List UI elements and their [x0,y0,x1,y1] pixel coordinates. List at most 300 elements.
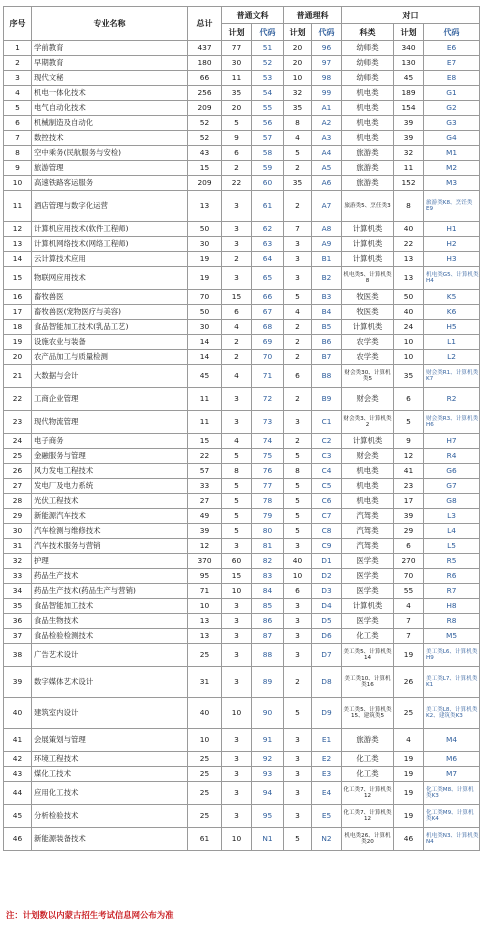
cell-like-plan: 2 [284,667,312,698]
cell-wenke-code: 89 [252,667,284,698]
cell-total: 14 [188,350,222,365]
cell-duikou-code: G7 [424,479,480,494]
cell-like-code: D6 [312,629,342,644]
cell-duikou-plan: 4 [394,599,424,614]
cell-wenke-code: 80 [252,524,284,539]
cell-major-name: 大数据与会计 [32,365,188,388]
table-row [4,569,480,584]
cell-wenke-code: 82 [252,554,284,569]
cell-wenke-code: 66 [252,290,284,305]
cell-total: 50 [188,305,222,320]
cell-seq: 16 [4,290,32,305]
cell-duikou-code: R5 [424,554,480,569]
cell-seq: 27 [4,479,32,494]
cell-duikou-code: G6 [424,464,480,479]
cell-seq: 37 [4,629,32,644]
table-row [4,222,480,237]
cell-seq: 3 [4,71,32,86]
cell-duikou-plan: 7 [394,614,424,629]
table-row [4,86,480,101]
cell-duikou-subject: 计算机类 [342,434,394,449]
cell-seq: 2 [4,56,32,71]
cell-major-name: 广告艺术设计 [32,644,188,667]
cell-duikou-plan: 55 [394,584,424,599]
cell-total: 25 [188,644,222,667]
cell-like-code: N2 [312,828,342,851]
cell-wenke-code: 94 [252,782,284,805]
cell-major-name: 畜牧兽医(宠物医疗与美容) [32,305,188,320]
cell-duikou-plan: 19 [394,644,424,667]
cell-wenke-code: 74 [252,434,284,449]
cell-wenke-plan: 77 [222,41,252,56]
cell-duikou-subject: 财会类30、计算机类5 [342,365,394,388]
cell-wenke-code: 51 [252,41,284,56]
cell-total: 209 [188,176,222,191]
cell-like-code: D7 [312,644,342,667]
cell-major-name: 煤化工技术 [32,767,188,782]
cell-duikou-code: G4 [424,131,480,146]
cell-duikou-plan: 29 [394,524,424,539]
cell-like-code: A9 [312,237,342,252]
cell-wenke-code: 76 [252,464,284,479]
cell-duikou-plan: 26 [394,667,424,698]
cell-seq: 38 [4,644,32,667]
cell-duikou-plan: 45 [394,71,424,86]
cell-major-name: 机械制造及自动化 [32,116,188,131]
cell-like-code: E4 [312,782,342,805]
cell-total: 25 [188,782,222,805]
cell-duikou-code: G3 [424,116,480,131]
cell-wenke-code: 69 [252,335,284,350]
cell-like-code: A7 [312,191,342,222]
cell-major-name: 物联网应用技术 [32,267,188,290]
cell-duikou-subject: 汽驾类 [342,539,394,554]
cell-major-name: 云计算技术应用 [32,252,188,267]
cell-total: 14 [188,335,222,350]
cell-major-name: 护理 [32,554,188,569]
cell-seq: 1 [4,41,32,56]
cell-seq: 8 [4,146,32,161]
table-row [4,614,480,629]
cell-duikou-plan: 46 [394,828,424,851]
table-row [4,388,480,411]
cell-like-code: C5 [312,479,342,494]
cell-wenke-plan: 4 [222,434,252,449]
cell-duikou-subject: 化工类 [342,752,394,767]
cell-like-plan: 2 [284,388,312,411]
cell-duikou-code: H8 [424,599,480,614]
cell-duikou-subject: 医学类 [342,584,394,599]
cell-wenke-plan: 3 [222,237,252,252]
cell-wenke-plan: 2 [222,335,252,350]
table-row [4,509,480,524]
table-row [4,782,480,805]
table-row [4,524,480,539]
cell-like-plan: 7 [284,222,312,237]
cell-wenke-code: 57 [252,131,284,146]
cell-duikou-subject: 计算机类 [342,237,394,252]
cell-major-name: 工商企业管理 [32,388,188,411]
cell-like-plan: 8 [284,464,312,479]
cell-seq: 46 [4,828,32,851]
table-row [4,252,480,267]
cell-like-plan: 3 [284,629,312,644]
cell-duikou-subject: 化工类 [342,767,394,782]
cell-duikou-code: R6 [424,569,480,584]
cell-wenke-plan: 9 [222,131,252,146]
cell-wenke-plan: 20 [222,101,252,116]
cell-duikou-subject: 机电类 [342,131,394,146]
cell-duikou-code: H1 [424,222,480,237]
cell-duikou-code: H7 [424,434,480,449]
cell-like-code: D4 [312,599,342,614]
cell-major-name: 汽车技术服务与营销 [32,539,188,554]
cell-duikou-code: 机电类G5、计算机类H4 [424,267,480,290]
cell-duikou-subject: 财会类 [342,449,394,464]
cell-seq: 4 [4,86,32,101]
cell-duikou-code: K5 [424,290,480,305]
cell-like-code: E5 [312,805,342,828]
header-total: 总计 [188,7,222,41]
cell-like-plan: 2 [284,335,312,350]
cell-total: 15 [188,161,222,176]
cell-duikou-code: E7 [424,56,480,71]
cell-duikou-subject: 幼师类 [342,41,394,56]
cell-total: 45 [188,365,222,388]
cell-total: 31 [188,667,222,698]
cell-wenke-code: 58 [252,146,284,161]
cell-duikou-code: H3 [424,252,480,267]
cell-wenke-plan: 3 [222,222,252,237]
cell-total: 40 [188,698,222,729]
cell-duikou-plan: 19 [394,752,424,767]
cell-seq: 39 [4,667,32,698]
cell-seq: 17 [4,305,32,320]
cell-like-plan: 3 [284,252,312,267]
cell-major-name: 光伏工程技术 [32,494,188,509]
cell-like-plan: 3 [284,782,312,805]
cell-duikou-subject: 美工类5、计算机类15、建筑类5 [342,698,394,729]
cell-duikou-code: 机电类N3、计算机类N4 [424,828,480,851]
cell-duikou-subject: 农学类 [342,335,394,350]
cell-duikou-subject: 化工类 [342,629,394,644]
cell-major-name: 早期教育 [32,56,188,71]
cell-duikou-subject: 汽驾类 [342,524,394,539]
cell-like-code: C8 [312,524,342,539]
cell-seq: 24 [4,434,32,449]
cell-like-plan: 4 [284,305,312,320]
cell-duikou-plan: 152 [394,176,424,191]
cell-like-code: 97 [312,56,342,71]
cell-wenke-code: 95 [252,805,284,828]
cell-duikou-subject: 幼师类 [342,71,394,86]
cell-duikou-plan: 270 [394,554,424,569]
cell-like-code: 96 [312,41,342,56]
cell-duikou-subject: 旅游类5、烹任类3 [342,191,394,222]
cell-duikou-plan: 17 [394,494,424,509]
cell-duikou-plan: 23 [394,479,424,494]
table-row [4,56,480,71]
cell-duikou-code: 财会类R1、计算机类K7 [424,365,480,388]
table-row [4,449,480,464]
cell-major-name: 酒店管理与数字化运营 [32,191,188,222]
cell-wenke-code: 85 [252,599,284,614]
cell-like-plan: 5 [284,698,312,729]
cell-major-name: 药品生产技术 [32,569,188,584]
cell-duikou-code: H2 [424,237,480,252]
cell-duikou-plan: 25 [394,698,424,729]
cell-major-name: 药品生产技术(药品生产与营销) [32,584,188,599]
cell-like-code: A8 [312,222,342,237]
cell-like-plan: 3 [284,752,312,767]
cell-like-code: B2 [312,267,342,290]
cell-duikou-subject: 牧医类 [342,305,394,320]
table-row [4,161,480,176]
cell-like-plan: 5 [284,494,312,509]
cell-wenke-plan: 5 [222,524,252,539]
cell-seq: 41 [4,729,32,752]
cell-wenke-plan: 2 [222,161,252,176]
cell-duikou-subject: 旅游类 [342,176,394,191]
cell-like-code: 98 [312,71,342,86]
cell-like-code: B7 [312,350,342,365]
cell-wenke-code: 63 [252,237,284,252]
cell-like-code: B3 [312,290,342,305]
cell-like-code: B9 [312,388,342,411]
cell-major-name: 应用化工技术 [32,782,188,805]
header-seq: 序号 [4,7,32,41]
cell-duikou-subject: 机电类5、计算机类8 [342,267,394,290]
cell-wenke-plan: 4 [222,365,252,388]
cell-major-name: 食品智能加工技术 [32,599,188,614]
cell-duikou-subject: 旅游类 [342,146,394,161]
header-duikou-plan: 计划 [394,24,424,41]
enrollment-plan-table [3,6,480,851]
cell-wenke-plan: 3 [222,629,252,644]
cell-duikou-subject: 化工类7、计算机类12 [342,805,394,828]
cell-seq: 7 [4,131,32,146]
cell-like-code: C7 [312,509,342,524]
cell-major-name: 食品生物技术 [32,614,188,629]
cell-like-plan: 5 [284,449,312,464]
cell-wenke-code: 73 [252,411,284,434]
cell-duikou-subject: 美工类10、计算机类16 [342,667,394,698]
header-like-plan: 计划 [284,24,312,41]
cell-wenke-plan: 3 [222,805,252,828]
cell-like-plan: 2 [284,161,312,176]
header-wenke: 普通文科 [222,7,284,24]
cell-seq: 15 [4,267,32,290]
cell-duikou-subject: 化工类7、计算机类12 [342,782,394,805]
cell-like-plan: 5 [284,828,312,851]
cell-seq: 36 [4,614,32,629]
cell-wenke-code: 93 [252,767,284,782]
cell-like-plan: 5 [284,479,312,494]
cell-major-name: 数字媒体艺术设计 [32,667,188,698]
cell-duikou-subject: 医学类 [342,554,394,569]
cell-major-name: 电子商务 [32,434,188,449]
cell-wenke-code: 70 [252,350,284,365]
cell-like-plan: 3 [284,729,312,752]
cell-wenke-plan: 3 [222,411,252,434]
cell-duikou-code: R8 [424,614,480,629]
cell-major-name: 建筑室内设计 [32,698,188,729]
table-row [4,698,480,729]
table-row [4,365,480,388]
table-row [4,599,480,614]
cell-duikou-plan: 19 [394,805,424,828]
cell-total: 71 [188,584,222,599]
cell-like-plan: 2 [284,350,312,365]
cell-like-code: C9 [312,539,342,554]
cell-like-plan: 2 [284,320,312,335]
cell-duikou-subject: 美工类5、计算机类14 [342,644,394,667]
cell-total: 27 [188,494,222,509]
cell-duikou-plan: 40 [394,305,424,320]
cell-duikou-plan: 340 [394,41,424,56]
cell-like-code: C6 [312,494,342,509]
cell-seq: 21 [4,365,32,388]
cell-seq: 23 [4,411,32,434]
cell-seq: 42 [4,752,32,767]
cell-like-code: C3 [312,449,342,464]
cell-duikou-subject: 计算机类 [342,222,394,237]
cell-wenke-code: 54 [252,86,284,101]
cell-like-plan: 6 [284,365,312,388]
table-row [4,305,480,320]
cell-total: 209 [188,101,222,116]
cell-like-code: D9 [312,698,342,729]
cell-major-name: 新能源汽车技术 [32,509,188,524]
cell-seq: 26 [4,464,32,479]
cell-duikou-subject: 机电类 [342,116,394,131]
cell-total: 39 [188,524,222,539]
header-wenke-plan: 计划 [222,24,252,41]
cell-like-plan: 32 [284,86,312,101]
cell-seq: 11 [4,191,32,222]
cell-duikou-plan: 40 [394,222,424,237]
cell-major-name: 畜牧兽医 [32,290,188,305]
cell-duikou-code: K6 [424,305,480,320]
cell-like-code: E3 [312,767,342,782]
cell-wenke-plan: 10 [222,698,252,729]
cell-wenke-plan: 35 [222,86,252,101]
cell-duikou-plan: 10 [394,350,424,365]
cell-total: 25 [188,805,222,828]
cell-duikou-code: R2 [424,388,480,411]
cell-duikou-code: H5 [424,320,480,335]
cell-duikou-code: G8 [424,494,480,509]
cell-like-code: C4 [312,464,342,479]
cell-seq: 25 [4,449,32,464]
cell-like-code: B4 [312,305,342,320]
cell-like-plan: 10 [284,71,312,86]
cell-seq: 5 [4,101,32,116]
cell-duikou-code: 旅游类K8、烹饪类E9 [424,191,480,222]
cell-duikou-plan: 39 [394,131,424,146]
cell-duikou-code: 美工类L6、计算机类H9 [424,644,480,667]
cell-total: 33 [188,479,222,494]
cell-major-name: 汽车检测与维修技术 [32,524,188,539]
cell-like-code: A5 [312,161,342,176]
header-duikou: 对口 [342,7,480,24]
cell-wenke-code: 52 [252,56,284,71]
cell-wenke-plan: 5 [222,509,252,524]
cell-major-name: 环境工程技术 [32,752,188,767]
cell-duikou-plan: 9 [394,434,424,449]
cell-major-name: 数控技术 [32,131,188,146]
cell-duikou-plan: 5 [394,411,424,434]
table-row [4,191,480,222]
cell-duikou-code: R4 [424,449,480,464]
cell-seq: 20 [4,350,32,365]
cell-total: 15 [188,434,222,449]
cell-like-plan: 3 [284,539,312,554]
cell-duikou-subject: 医学类 [342,569,394,584]
cell-duikou-plan: 154 [394,101,424,116]
cell-seq: 12 [4,222,32,237]
cell-seq: 22 [4,388,32,411]
cell-like-plan: 3 [284,644,312,667]
cell-seq: 9 [4,161,32,176]
cell-like-code: A1 [312,101,342,116]
cell-like-code: C1 [312,411,342,434]
cell-like-code: D3 [312,584,342,599]
cell-duikou-code: E8 [424,71,480,86]
cell-duikou-plan: 4 [394,729,424,752]
cell-duikou-code: L4 [424,524,480,539]
cell-duikou-plan: 6 [394,539,424,554]
cell-duikou-subject: 牧医类 [342,290,394,305]
cell-wenke-plan: 30 [222,56,252,71]
cell-duikou-plan: 32 [394,146,424,161]
cell-duikou-code: 美工类L7、计算机类K1 [424,667,480,698]
cell-wenke-code: 64 [252,252,284,267]
cell-wenke-code: 87 [252,629,284,644]
cell-wenke-code: 75 [252,449,284,464]
cell-like-code: D2 [312,569,342,584]
cell-wenke-plan: 4 [222,320,252,335]
table-row [4,101,480,116]
cell-wenke-code: N1 [252,828,284,851]
cell-like-plan: 3 [284,767,312,782]
cell-like-plan: 2 [284,191,312,222]
cell-total: 30 [188,320,222,335]
cell-duikou-plan: 6 [394,388,424,411]
cell-major-name: 发电厂及电力系统 [32,479,188,494]
cell-wenke-code: 68 [252,320,284,335]
table-row [4,767,480,782]
table-row [4,41,480,56]
cell-like-plan: 5 [284,146,312,161]
cell-wenke-plan: 2 [222,252,252,267]
cell-duikou-code: L1 [424,335,480,350]
cell-duikou-code: G2 [424,101,480,116]
cell-major-name: 会展策划与管理 [32,729,188,752]
cell-duikou-plan: 19 [394,782,424,805]
cell-total: 30 [188,237,222,252]
cell-wenke-plan: 3 [222,729,252,752]
cell-like-code: D8 [312,667,342,698]
table-row [4,464,480,479]
cell-wenke-code: 86 [252,614,284,629]
header-like: 普通理科 [284,7,342,24]
cell-wenke-code: 83 [252,569,284,584]
cell-major-name: 电气自动化技术 [32,101,188,116]
cell-total: 70 [188,290,222,305]
cell-total: 22 [188,449,222,464]
cell-duikou-code: L3 [424,509,480,524]
